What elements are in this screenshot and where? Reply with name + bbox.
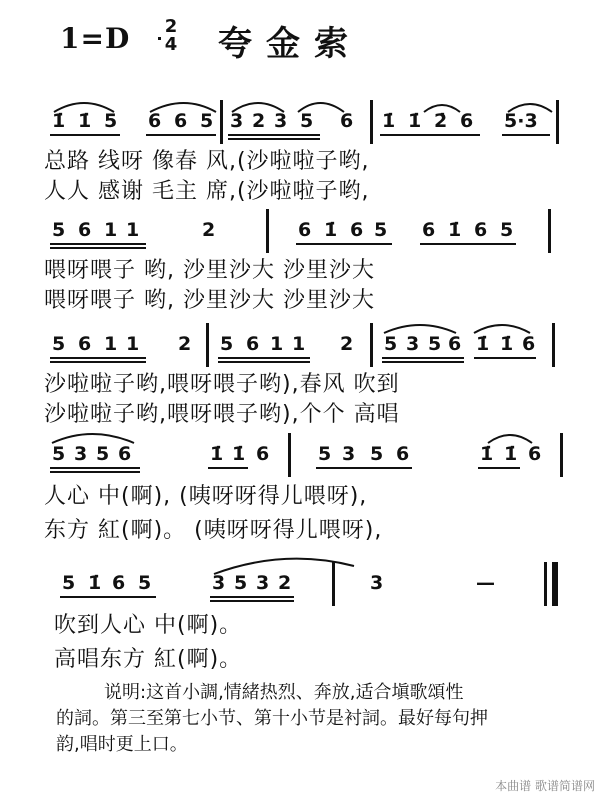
barline: [288, 433, 291, 477]
note: 1̇: [88, 572, 102, 594]
note: 5: [52, 333, 66, 355]
note: 6: [78, 219, 92, 241]
note: 1̇: [504, 443, 518, 465]
note: 1̇: [480, 443, 494, 465]
meter-top: 2: [164, 16, 178, 37]
barline: [370, 323, 373, 367]
note: 2: [252, 110, 266, 132]
note: 2̇: [434, 110, 448, 132]
note: 3: [256, 572, 270, 594]
footer-watermark: 本曲谱 歌谱简谱网: [495, 779, 595, 793]
note: 1̇: [232, 443, 246, 465]
score-system-5: [44, 548, 564, 678]
beam: [210, 600, 294, 602]
final-barline: [544, 562, 547, 606]
note: 5: [428, 333, 442, 355]
note: 1̇: [408, 110, 422, 132]
note: 6: [78, 333, 92, 355]
lyric-line-2: 人人 感谢 毛主 席,(沙啦啦子哟,: [44, 179, 370, 204]
note: 1̇: [500, 333, 514, 355]
meter-bottom: 4: [164, 34, 178, 55]
beam: [50, 134, 120, 136]
beam: [474, 357, 536, 359]
beam: [50, 247, 146, 249]
note: 6: [528, 443, 542, 465]
note: 3: [230, 110, 244, 132]
note: 3: [274, 110, 288, 132]
note: 5: [370, 443, 384, 465]
lyric-line-2: 高唱东方 紅(啊)。: [54, 647, 243, 672]
note: 1: [104, 219, 118, 241]
beam: [228, 138, 320, 140]
beam: [218, 357, 310, 359]
beam: [60, 596, 156, 598]
note: 3: [212, 572, 226, 594]
beam: [420, 243, 516, 245]
beam: [478, 467, 520, 469]
lyric-line-2: 沙啦啦子哟,喂呀喂子哟),个个 高唱: [44, 402, 400, 427]
note: 5: [500, 219, 514, 241]
barline: [556, 100, 559, 144]
note: 6: [112, 572, 126, 594]
score-system-2: [44, 205, 564, 315]
barline: [266, 209, 269, 253]
note: 6: [148, 110, 162, 132]
note: 6: [298, 219, 312, 241]
barline: [206, 323, 209, 367]
score-header: [0, 0, 615, 80]
note: 6: [422, 219, 436, 241]
lyric-line-2: 喂呀喂子 哟, 沙里沙大 沙里沙大: [44, 288, 375, 313]
explanation-line-3: 韵,唱时更上口。: [56, 734, 188, 755]
note: 6: [350, 219, 364, 241]
note: 5: [52, 219, 66, 241]
note: 3: [342, 443, 356, 465]
note: 6: [118, 443, 132, 465]
explanation-line-1: 说明:这首小調,情緒热烈、奔放,适合塡歌頌性: [104, 682, 464, 703]
note: 5: [300, 110, 314, 132]
beam: [502, 134, 550, 136]
explanation-note: [56, 680, 600, 758]
barline: [548, 209, 551, 253]
note: 3: [370, 572, 384, 594]
lyric-line-1: 总路 线呀 像春 风,(沙啦啦子哟,: [44, 149, 370, 174]
note: 1̇: [78, 110, 92, 132]
beam: [228, 134, 320, 136]
note: 6: [460, 110, 474, 132]
note: 5: [318, 443, 332, 465]
note: 2: [340, 333, 354, 355]
note: 1: [292, 333, 306, 355]
note: 5: [138, 572, 152, 594]
score-system-3: [44, 315, 564, 425]
beam: [296, 243, 392, 245]
lyric-line-1: 人心 中(啊), (咦呀呀得儿喂呀),: [44, 484, 368, 509]
lyric-line-1: 喂呀喂子 哟, 沙里沙大 沙里沙大: [44, 258, 375, 283]
note: 5: [96, 443, 110, 465]
song-title: 夸金索: [218, 24, 362, 64]
note: 6: [340, 110, 354, 132]
note: 1̇: [52, 110, 66, 132]
note: 6: [396, 443, 410, 465]
beam: [316, 467, 412, 469]
beam: [382, 357, 464, 359]
beam: [50, 243, 146, 245]
beam: [146, 134, 216, 136]
note: 1̇: [448, 219, 462, 241]
barline: [220, 100, 223, 144]
note: 3: [74, 443, 88, 465]
note: 1̇: [476, 333, 490, 355]
lyric-line-1: 吹到人心 中(啊)。: [54, 613, 243, 638]
note: 5: [52, 443, 66, 465]
beam: [50, 357, 146, 359]
note: 6: [256, 443, 270, 465]
note: 5·3: [504, 110, 538, 132]
note: 3: [406, 333, 420, 355]
beam: [210, 596, 294, 598]
beam: [208, 467, 248, 469]
lyric-line-2: 东方 紅(啊)。 (咦呀呀得儿喂呀),: [44, 518, 383, 543]
barline: [560, 433, 563, 477]
meter-line: [158, 37, 161, 40]
note: 1̇: [324, 219, 338, 241]
note: 2: [278, 572, 292, 594]
barline: [332, 562, 335, 606]
note: 1̇: [382, 110, 396, 132]
time-signature: [158, 18, 184, 54]
final-barline-thick: [552, 562, 558, 606]
notation-row: [44, 572, 564, 606]
note: 6: [174, 110, 188, 132]
barline: [552, 323, 555, 367]
beam: [218, 361, 310, 363]
note: 6: [246, 333, 260, 355]
score-system-4: [44, 425, 564, 545]
score-system-1: [44, 90, 564, 204]
note: 5: [234, 572, 248, 594]
note: 1: [270, 333, 284, 355]
beam: [50, 361, 146, 363]
beam: [50, 471, 140, 473]
note: 1̇: [210, 443, 224, 465]
lyric-line-1: 沙啦啦子哟,喂呀喂子哟),春风 吹到: [44, 372, 400, 397]
beam: [382, 361, 464, 363]
note: 5: [200, 110, 214, 132]
explanation-line-2: 的詞。第三至第七小节、第十小节是衬詞。最好每句押: [56, 708, 488, 729]
note: 5: [384, 333, 398, 355]
note: 5: [374, 219, 388, 241]
note: 1: [104, 333, 118, 355]
note: 5: [220, 333, 234, 355]
note: 6: [474, 219, 488, 241]
note: —: [476, 572, 495, 594]
key-signature: 1=D: [60, 22, 131, 55]
note: 6: [448, 333, 462, 355]
note: 6: [522, 333, 536, 355]
beam: [380, 134, 480, 136]
barline: [370, 100, 373, 144]
note: 1: [126, 333, 140, 355]
beam: [50, 467, 140, 469]
note: 5: [62, 572, 76, 594]
note: 2: [202, 219, 216, 241]
note: 5: [104, 110, 118, 132]
note: 1: [126, 219, 140, 241]
note: 2: [178, 333, 192, 355]
